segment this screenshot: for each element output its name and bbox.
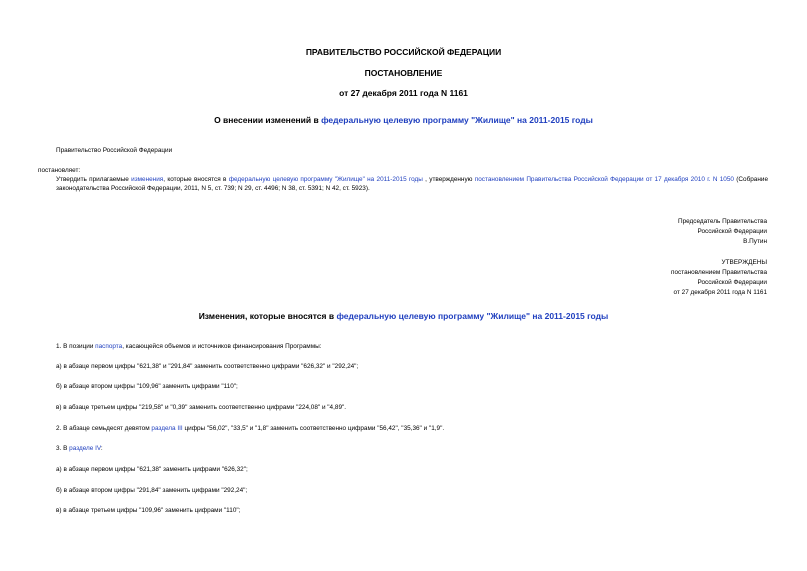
changes-link[interactable]: изменения — [131, 176, 164, 183]
item-1b: б) в абзаце втором цифры "109,96" заменить цифрами "110"; — [56, 383, 238, 390]
program-link-2[interactable]: федеральную целевую программу "Жилище" на 2011-2015 годы — [228, 176, 423, 183]
changes-title — [0, 311, 807, 321]
item-3b: б) в абзаце втором цифры "291,84" заменить цифрами "292,24"; — [56, 487, 248, 494]
document-title-text: О внесении изменений в — [214, 115, 322, 125]
signature-country: Российской Федерации — [697, 228, 767, 235]
approved-country: Российской Федерации — [697, 279, 767, 286]
paragraph-text-4: (Собрание законодательства Российской Федерации, 2011, N 5, ст. 739; N 29, ст. 4496; N 38, ст. 5391; N 42, ст. 5923). — [56, 176, 769, 192]
signature-name: В.Путин — [743, 238, 767, 245]
item-2 — [56, 425, 444, 433]
paragraph-text-1: Утвердить прилагаемые — [56, 176, 132, 183]
intro-government: Правительство Российской Федерации — [56, 147, 173, 154]
paragraph-text-2: , которые вносятся в — [163, 176, 229, 183]
item-2-pre: 2. В абзаце семьдесят девятом — [56, 425, 152, 432]
item-2-post: цифры "56,02", "33,5" и "1,8" заменить соответственно цифрами "56,42", "35,36" и "1,9". — [182, 425, 445, 432]
item-1-post: , касающейся объемов и источников финансирования Программы: — [122, 343, 322, 350]
item-3c: в) в абзаце третьем цифры "109,96" заменить цифрами "110"; — [56, 507, 241, 514]
document-title — [0, 115, 807, 125]
program-link-3[interactable]: федеральную целевую программу "Жилище" на 2011-2015 годы — [336, 311, 609, 321]
resolution-1050-link[interactable]: постановлением Правительства Российской Федерации от 17 декабря 2010 г. N 1050 — [474, 176, 734, 183]
changes-title-text: Изменения, которые вносятся в — [198, 311, 337, 321]
approved-date: от 27 декабря 2011 года N 1161 — [673, 289, 767, 296]
resolution-paragraph — [56, 176, 768, 193]
item-1-pre: 1. В позиции — [56, 343, 96, 350]
item-3-pre: 3. В — [56, 445, 70, 452]
item-3a: а) в абзаце первом цифры "621,38" заменить цифрами "626,32"; — [56, 466, 248, 473]
document-type: ПОСТАНОВЛЕНИЕ — [364, 68, 443, 78]
intro-resolves: постановляет: — [38, 167, 81, 174]
paragraph-text-3: , утвержденную — [422, 176, 475, 183]
item-1 — [56, 343, 321, 351]
government-heading: ПРАВИТЕЛЬСТВО РОССИЙСКОЙ ФЕДЕРАЦИИ — [305, 47, 502, 57]
item-1a: а) в абзаце первом цифры "621,38" и "291,84" заменить соответственно цифрами "626,32" и "292,24"; — [56, 363, 359, 370]
program-link[interactable]: федеральную целевую программу "Жилище" на 2011-2015 годы — [321, 115, 593, 125]
section-iii-link[interactable]: раздела III — [151, 425, 183, 432]
approved-block — [671, 258, 767, 298]
passport-link[interactable]: паспорта — [95, 343, 123, 350]
signature-block — [678, 217, 767, 247]
section-iv-link[interactable]: разделе IV — [69, 445, 101, 452]
item-3 — [56, 445, 103, 453]
signature-title: Председатель Правительства — [678, 218, 767, 225]
item-1c: в) в абзаце третьем цифры "219,58" и "0,39" заменить соответственно цифрами "224,08" и "4,89". — [56, 404, 347, 411]
approved-by: постановлением Правительства — [671, 269, 767, 276]
document-date: от 27 декабря 2011 года N 1161 — [339, 88, 468, 98]
approved-label: УТВЕРЖДЕНЫ — [721, 259, 767, 266]
item-3-post: : — [100, 445, 103, 452]
